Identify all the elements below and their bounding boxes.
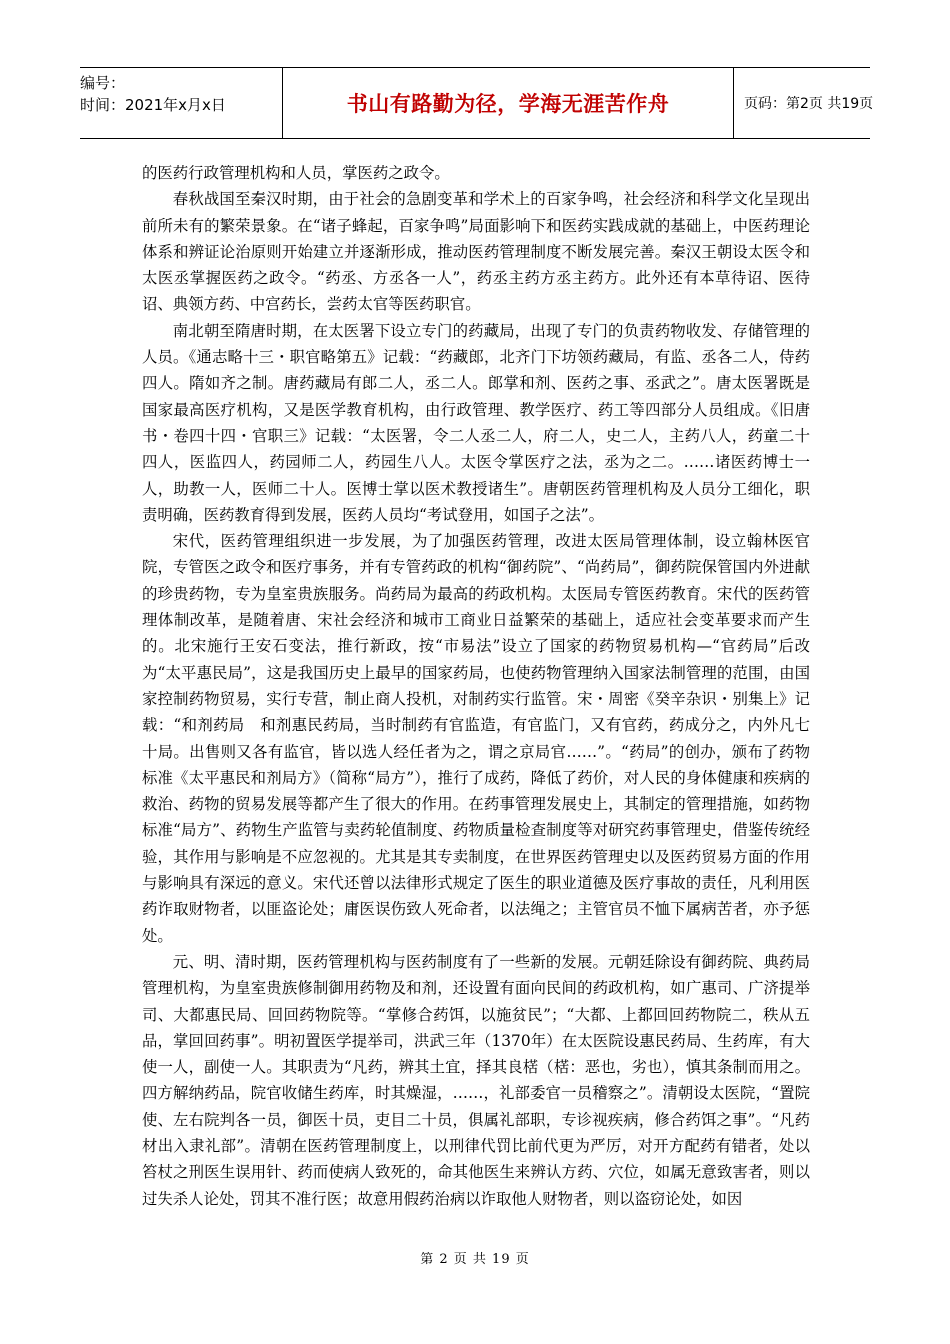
- document-body: [142, 160, 810, 1212]
- paragraph: 宋代，医药管理组织进一步发展，为了加强医药管理，改进太医局管理体制，设立翰林医官院，专管医之政令和医疗事务，并有专管药政的机构“御药院”、“尚药局”，御药院保管国内外进献的珍贵药物，专为皇室贵族服务。尚药局为最高的药政机构。太医局专管医药教育。宋代的医药管理体制改革，是随着唐、宋社会经济和城市工商业日益繁荣的基础上，适应社会变革要求而产生的。北宋施行王安石变法，推行新政，按“市易法”设立了国家的药物贸易机构—“官药局”后改为“太平惠民局”，这是我国历史上最早的国家药局，也使药物管理纳入国家法制管理的范围，由国家控制药物贸易，实行专营，制止商人投机，对制药实行监管。宋・周密《癸辛杂识・别集上》记载：“和剂药局 和剂惠民药局，当时制药有官监造，有官监门，又有官药，药成分之，内外凡七十局。出售则又各有监官，皆以选人经任者为之，谓之京局官……”。“药局”的创办，颁布了药物标准《太平惠民和剂局方》（简称“局方”），推行了成药，降低了药价，对人民的身体健康和疾病的救治、药物的贸易发展等都产生了很大的作用。在药事管理发展史上，其制定的管理措施，如药物标准“局方”、药物生产监管与卖药轮值制度、药物质量检查制度等对研究药事管理史，借鉴传统经验，其作用与影响是不应忽视的。尤其是其专卖制度，在世界医药管理史以及医药贸易方面的作用与影响具有深远的意义。宋代还曾以法律形式规定了医生的职业道德及医疗事故的责任，凡利用医药诈取财物者，以匪盗论处；庸医误伤致人死命者，以法绳之；主管官员不恤下属病苦者，亦予惩处。: [142, 532, 810, 945]
- document-number-label: 编号：: [80, 74, 126, 92]
- paragraph: 的医药行政管理机构和人员，掌医药之政令。: [142, 164, 450, 182]
- document-time-label: 时间：2021年x月x日: [80, 96, 226, 114]
- paragraph: 南北朝至隋唐时期，在太医署下设立专门的药藏局，出现了专门的负责药物收发、存储管理的人员。《通志略十三・职官略第五》记载：“药藏郎，北齐门下坊领药藏局，有监、丞各二人，侍药四人。隋如齐之制。唐药藏局有郎二人，丞二人。郎掌和剂、医药之事、丞武之”。唐太医署既是国家最高医疗机构，又是医学教育机构，由行政管理、教学医疗、药工等四部分人员组成。《旧唐书・卷四十四・官职三》记载：“太医署，令二人丞二人，府二人，史二人，主药八人，药童二十四人，医监四人，药园师二人，药园生八人。太医令掌医疗之法，丞为之二。……诸医药博士一人，助教一人，医师二十人。医博士掌以医术教授诸生”。唐朝医药管理机构及人员分工细化，职责明确，医药教育得到发展，医药人员均“考试登用，如国子之法”。: [142, 321, 810, 524]
- header-page-number: 页码：第2页 共19页: [744, 96, 874, 112]
- header-page-cell: [736, 68, 874, 138]
- paragraph: 元、明、清时期，医药管理机构与医药制度有了一些新的发展。元朝廷除设有御药院、典药局管理机构，为皇室贵族修制御用药物及和剂，还设置有面向民间的药政机构，如广惠司、广济提举司、大都惠民局、回回药物院等。“掌修合药饵，以施贫民”；“大都、上都回回药物院二，秩从五品，掌回回药事”。明初置医学提举司，洪武三年（1370年）在太医院设惠民药局、生药库，有大使一人，副使一人。其职责为“凡药，辨其土宜，择其良楛（楛：恶也，劣也），慎其条制而用之。四方解纳药品，院官收储生药库，时其燥湿，……，礼部委官一员稽察之”。清朝设太医院，“置院使、左右院判各一员，御医十员，吏目二十员，俱属礼部职，专诊视疾病，修合药饵之事”。“凡药材出入隶礼部”。清朝在医药管理制度上，以刑律代罚比前代更为严厉，对开方配药有错者，处以笞杖之刑医生误用针、药而使病人致死的，命其他医生来辨认方药、穴位，如属无意致害者，则以过失杀人论处，罚其不准行医；故意用假药治病以诈取他人财物者，则以盗窃论处，如因: [142, 952, 810, 1208]
- paragraph: 春秋战国至秦汉时期，由于社会的急剧变革和学术上的百家争鸣，社会经济和科学文化呈现出前所未有的繁荣景象。在“诸子蜂起，百家争鸣”局面影响下和医药实践成就的基础上，中医药理论体系和辨证论治原则开始建立并逐渐形成，推动医药管理制度不断发展完善。秦汉王朝设太医令和太医丞掌握医药之政令。“药丞、方丞各一人”，药丞主药方丞主药方。此外还有本草待诏、医待诏、典领方药、中宫药长，尝药太官等医药职官。: [142, 190, 810, 314]
- page-footer: 第 2 页 共 19 页: [420, 1252, 530, 1267]
- header-motto: 书山有路勤为径，学海无涯苦作舟: [346, 92, 670, 116]
- header-motto-cell: [282, 68, 734, 138]
- header-meta: [80, 68, 280, 138]
- page-header: [80, 67, 874, 139]
